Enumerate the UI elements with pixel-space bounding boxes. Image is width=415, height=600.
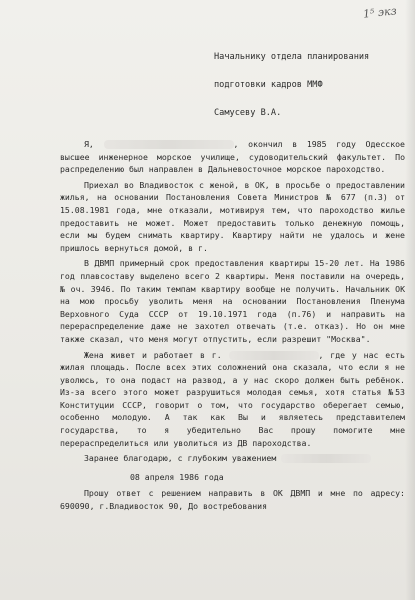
paragraph-text: Жена живет и работает в г. [84,349,222,360]
redacted-name [104,140,234,149]
redacted-signature [281,454,371,463]
paragraph-text: , где у нас есть жилая площадь. После всех этих соложнений она сказала, что если я не уволюсь, то она подаст на развод, а у нас скоро должен быть ребёнок. Из-за всего этого может разрушиться молодая семья, хотя статья №53 Конституции СССР, говорит о том, что государство оберегает семью, особенно молодую. А так как Вы и являетесь представителем государства, то я убедительно Вас прошу помогите мне перераспределиться или уволиться из ДВ пароходства. [60,349,405,448]
redacted-city [229,351,319,360]
page-edge-shadow [405,0,415,600]
paragraph: В ДВМП примерный срок предоставления квартиры 15-20 лет. На 1986 год плавсоставу выделено всего 2 квартиры. Меня поставили на очередь, № оч. 3946. По таким темпам квартиру вообще не получить. Начальник ОК на мою просьбу уволить меня на основании Постановления Пленума Верховного Суда СССР от 19.10.1971 года (п.76) и направить на перераспределение даже не захотел отвечать (т.е. отказ). Но он мне также сказал, что меня могут отпустить, если разрешит "Москва". [60,258,405,344]
paragraph-text: , окончил в 1985 году Одесское высшее инженерное морское училище, судоводительский факультет. По распределению был направлен в Дальневосточное морское пароходство. [60,139,405,175]
paragraph [60,349,405,450]
paragraph-text: Я, [84,139,94,149]
addressee-line: подготовки кадров ММФ [214,80,323,90]
addressee-line: Начальнику отдела планирования [214,52,370,62]
paragraph [60,452,405,465]
letter-body [60,138,405,516]
addressee-line: Самусеву В.А. [214,108,282,118]
paragraph: Приехал во Владивосток с женой, в ОК, в просьбе о предоставлении жилья, на основании Постановления Совета Министров № 677 (п.3) от 15.08.1981 года, мне отказали, мотивируя тем, что пароходство жилье предоставить не может. Может предоставить только денежную помощь, если мы будем снимать квартиру. Квартиру найти не удалось и жене пришлось вернуться домой, в г. [60,179,405,253]
letter-date: 08 апреля 1986 года [130,471,224,482]
closing-text: Заранее благодарю, с глубоким уважением [84,453,277,464]
paragraph [60,138,405,176]
handwritten-note: 1⁵ экз [362,4,398,21]
paragraph: Прошу ответ с решением направить в ОК ДВМП и мне по адресу: 690090, г.Владивосток 90, До востребования [60,488,405,512]
addressee-block [214,36,404,134]
